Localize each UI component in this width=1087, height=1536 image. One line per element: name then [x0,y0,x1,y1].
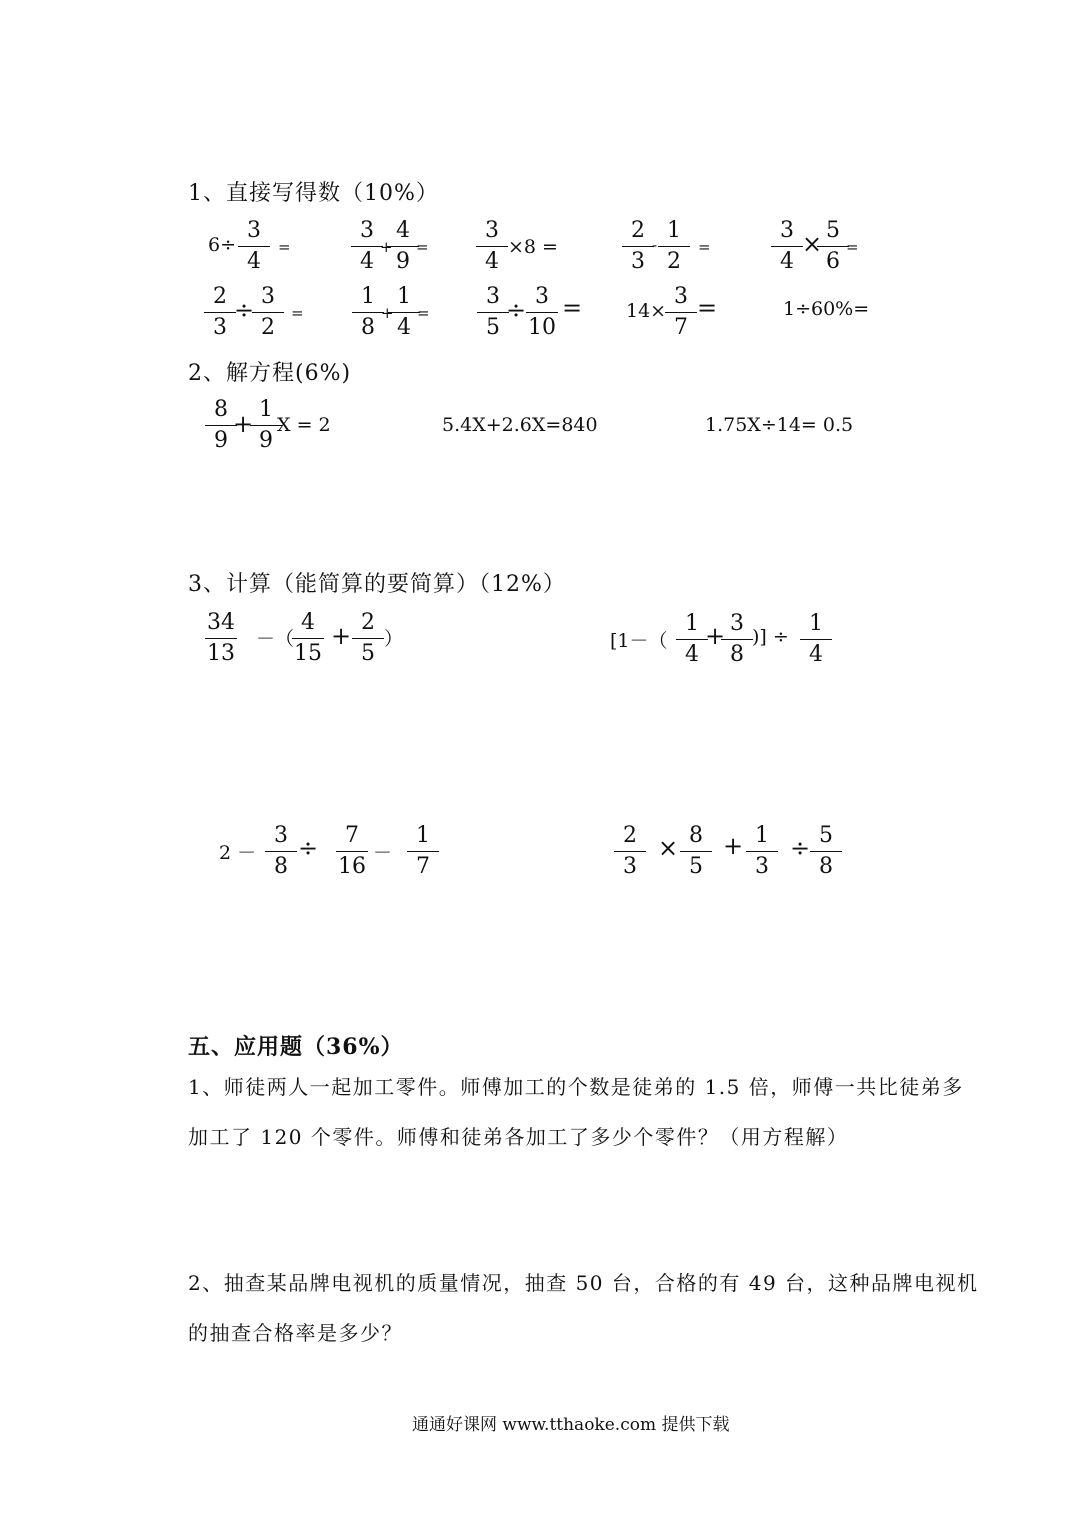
fraction: 1 2 [654,218,694,275]
operator: ÷ [506,296,527,324]
operator: 2 － [219,842,257,864]
operand-text: X = 2 [277,414,331,436]
section-5-heading: 五、应用题（36%） [188,1034,404,1060]
page-footer: 通通好课网 www.tthaoke.com 提供下载 [412,1415,730,1435]
word-problem-1-line-2: 加工了 120 个零件。师傅和徒弟各加工了多少个零件？（用方程解） [188,1125,849,1149]
operator: + [380,238,393,256]
fraction: 4 15 [294,610,322,666]
section-3-heading: 3、计算（能简算的要简算）（12%） [188,572,566,597]
fraction: 3 5 [473,284,513,341]
operator: ÷ [234,296,255,324]
fraction: 3 2 [248,284,288,341]
operand-text: 6÷ [208,234,237,256]
equals-sign: = [278,238,291,256]
equals-sign: = [416,238,429,256]
section-2-heading: 2、解方程(6%) [188,361,352,386]
fraction: 34 13 [207,610,235,666]
operator: + [233,410,254,438]
fraction: 4 9 [383,218,423,275]
fraction: 3 10 [528,284,556,340]
fraction: 3 8 [717,611,757,668]
fraction: 1 4 [796,611,836,668]
fraction: 3 4 [234,218,274,275]
operator: )] ÷ [752,626,789,648]
fraction: 1 9 [246,397,286,454]
fraction: 1 7 [403,823,443,880]
equals-sign: = [562,294,583,322]
fraction: 5 8 [806,823,846,880]
equals-sign: = [697,294,718,322]
operator: －（ [256,628,295,650]
operator: + [705,622,726,650]
fraction: 1 4 [672,611,712,668]
fraction: 2 3 [200,284,240,341]
word-problem-2-line-1: 2、抽查某品牌电视机的质量情况，抽查 50 台，合格的有 49 台，这种品牌电视机 [188,1271,979,1295]
fraction: 1 4 [384,284,424,341]
operator: [1－（ [610,630,668,652]
equals-sign: = [291,304,304,322]
fraction: 2 3 [610,823,650,880]
fraction: 3 7 [661,284,701,341]
equation-2: 5.4X+2.6X=840 [442,414,598,436]
fraction: 3 4 [767,218,807,275]
fraction: 2 3 [618,218,658,275]
operator: ÷ [298,834,319,862]
fraction: 5 6 [813,218,853,275]
operand-text: ×8 = [508,236,558,258]
oral-problem-10: 1÷60%= [783,298,870,320]
operator: － [373,842,393,864]
word-problem-1-line-1: 1、师徒两人一起加工零件。师傅加工的个数是徒弟的 1.5 倍，师傅一共比徒弟多 [188,1075,964,1099]
operand-text: 14× [626,300,667,322]
operator: + [723,832,744,860]
fraction: 7 16 [338,823,366,879]
fraction: 1 3 [742,823,782,880]
equals-sign: = [846,238,859,256]
fraction: 3 8 [261,823,301,880]
section-1-heading: 1、直接写得数（10%） [188,181,439,206]
equals-sign: = [417,304,430,322]
equals-sign: = [698,238,711,256]
equation-3: 1.75X÷14= 0.5 [705,414,854,436]
operator: + [381,304,394,322]
fraction: 1 8 [348,284,388,341]
fraction: 3 4 [472,218,512,275]
fraction: 8 5 [676,823,716,880]
operator: - [652,236,658,254]
operator: ÷ [790,834,811,862]
operator: × [658,834,679,862]
fraction: 2 5 [348,610,388,667]
word-problem-2-line-2: 的抽查合格率是多少？ [188,1321,403,1345]
operator: × [802,230,823,258]
operator: ） [384,628,404,650]
operator: + [331,622,352,650]
fraction: 8 9 [201,397,241,454]
fraction: 3 4 [347,218,387,275]
